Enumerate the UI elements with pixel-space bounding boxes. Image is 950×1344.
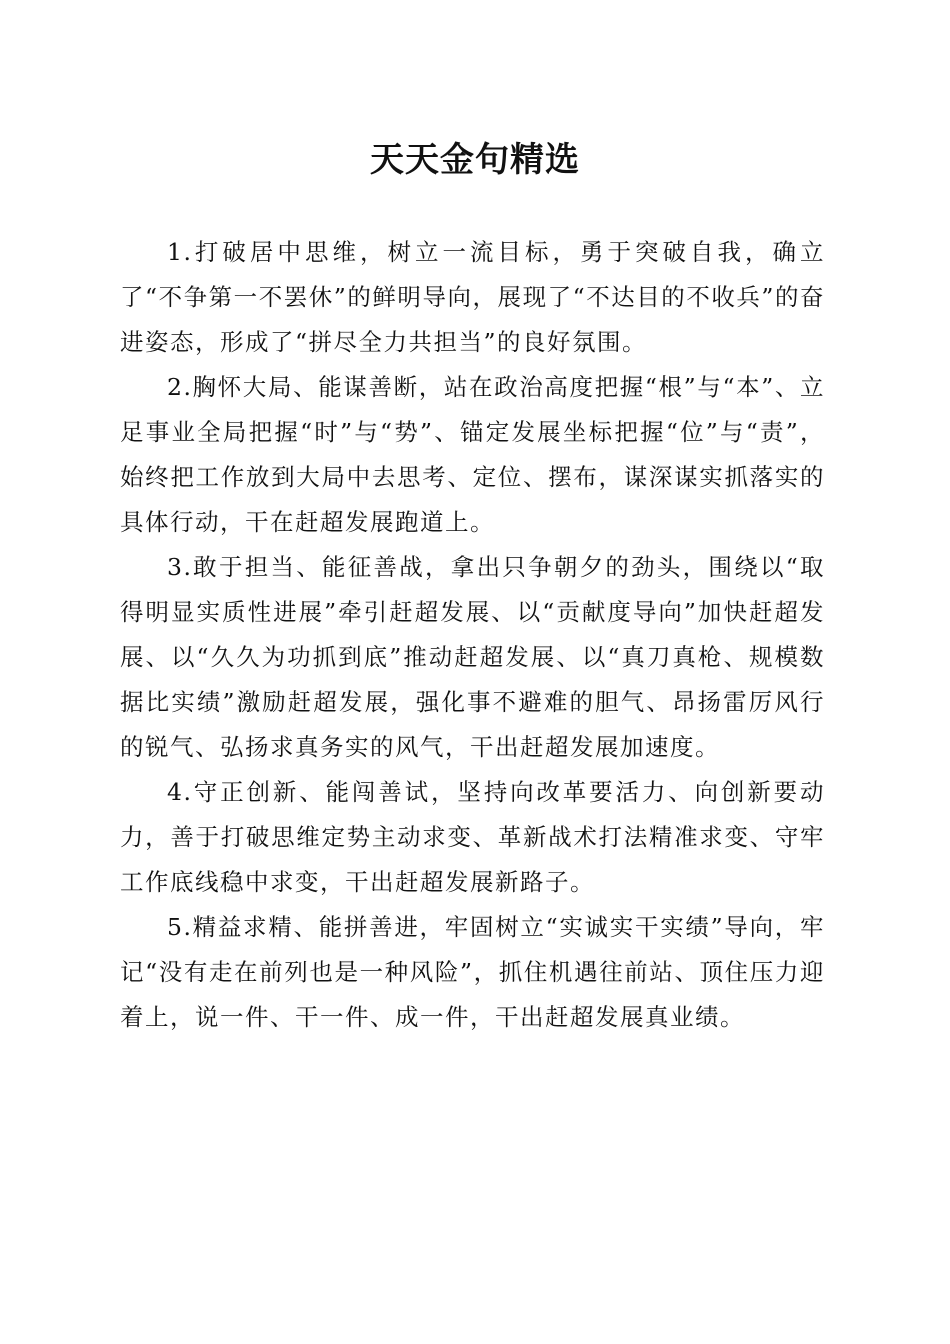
paragraph-4: 4.守正创新、能闯善试，坚持向改革要活力、向创新要动力，善于打破思维定势主动求变、革新战术打法精准求变、守牢工作底线稳中求变，干出赶超发展新路子。 xyxy=(120,778,825,896)
paragraph-1: 1.打破居中思维，树立一流目标，勇于突破自我，确立了“不争第一不罢休”的鲜明导向，展现了“不达目的不收兵”的奋进姿态，形成了“拼尽全力共担当”的良好氛围。 xyxy=(120,238,825,356)
paragraph-2: 2.胸怀大局、能谋善断，站在政治高度把握“根”与“本”、立足事业全局把握“时”与“势”、锚定发展坐标把握“位”与“责”，始终把工作放到大局中去思考、定位、摆布，谋深谋实抓落实的具体行动，干在赶超发展跑道上。 xyxy=(120,373,825,536)
paragraph-3: 3.敢于担当、能征善战，拿出只争朝夕的劲头，围绕以“取得明显实质性进展”牵引赶超发展、以“贡献度导向”加快赶超发展、以“久久为功抓到底”推动赶超发展、以“真刀真枪、规模数据比实绩”激励赶超发展，强化事不避难的胆气、昂扬雷厉风行的锐气、弘扬求真务实的风气，干出赶超发展加速度。 xyxy=(120,553,825,761)
paragraph-5: 5.精益求精、能拼善进，牢固树立“实诚实干实绩”导向，牢记“没有走在前列也是一种风险”，抓住机遇往前站、顶住压力迎着上，说一件、干一件、成一件，干出赶超发展真业绩。 xyxy=(120,913,825,1031)
document-body xyxy=(120,230,825,1040)
document-title: 天天金句精选 xyxy=(370,140,580,180)
